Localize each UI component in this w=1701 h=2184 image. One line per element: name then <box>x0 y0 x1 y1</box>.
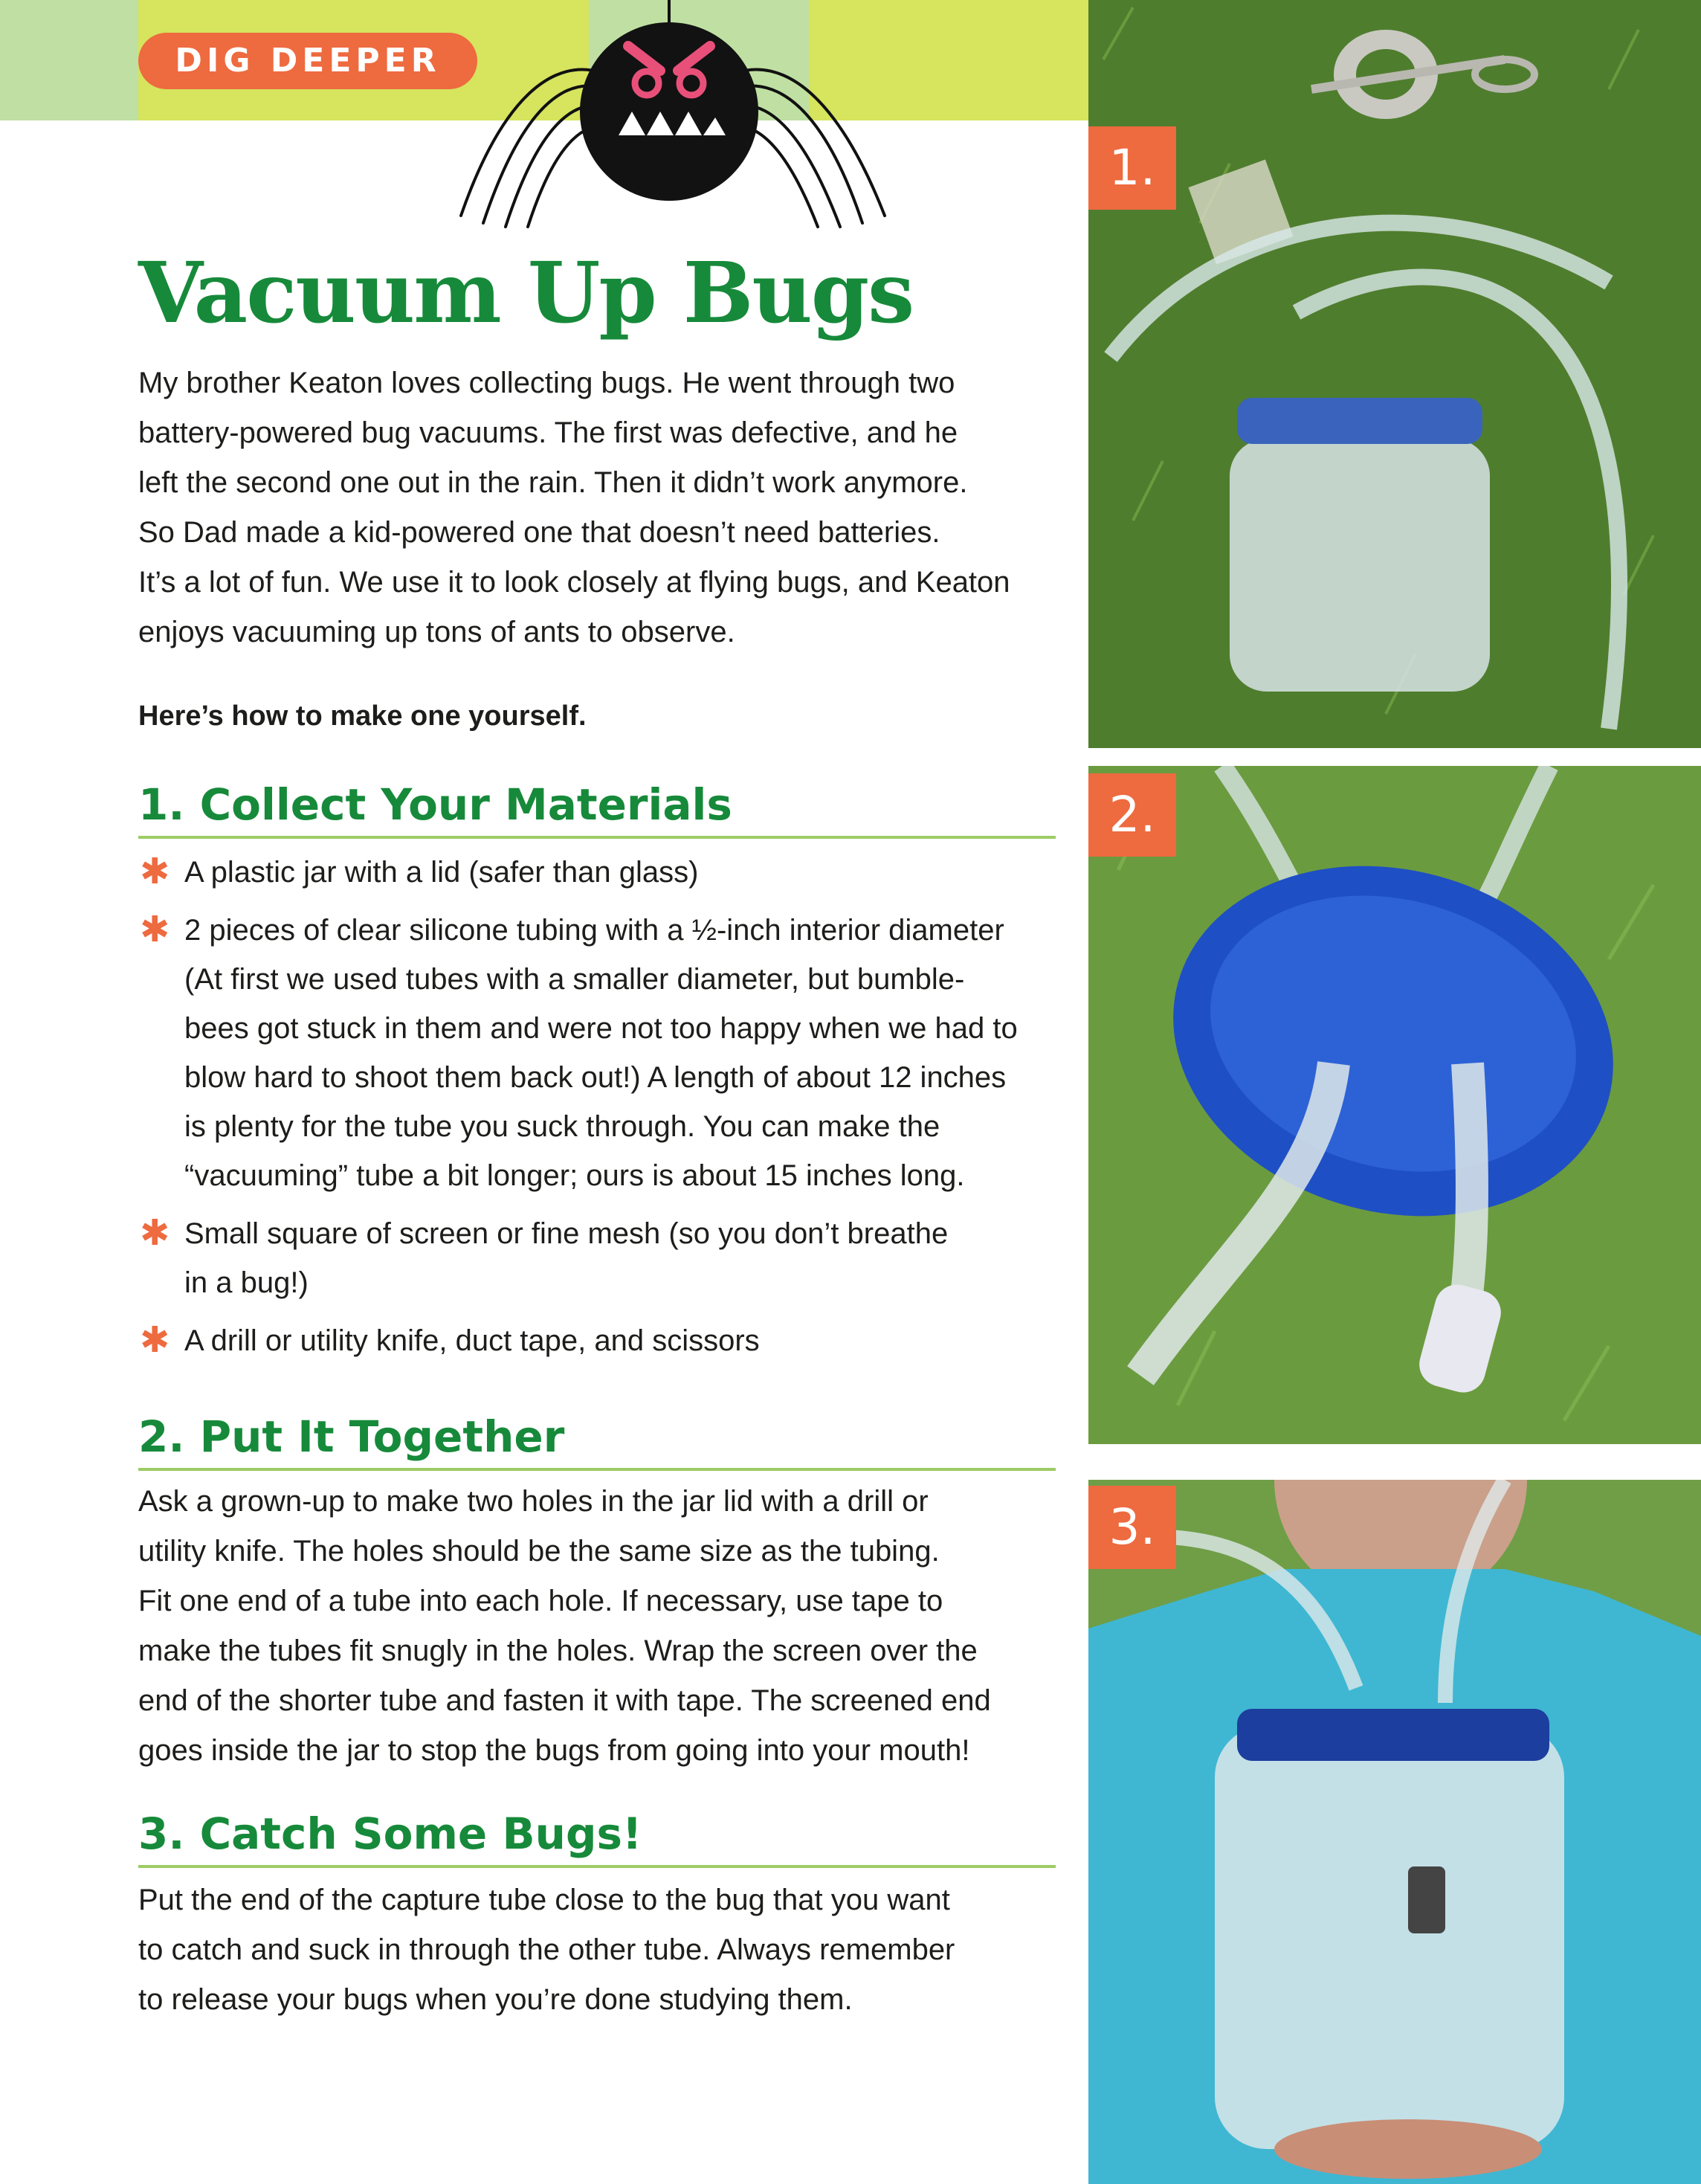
list-item <box>138 848 1068 897</box>
paragraph-line: Fit one end of a tube into each hole. If necessary, use tape to <box>138 1585 943 1617</box>
asterisk-icon: ✱ <box>140 1214 170 1253</box>
header-stripe <box>0 0 138 120</box>
list-item-text: 2 pieces of clear silicone tubing with a ½-inch interior diameter <box>184 914 1004 947</box>
paragraph-line: utility knife. The holes should be the same size as the tubing. <box>138 1535 940 1568</box>
paragraph-line: Put the end of the capture tube close to the bug that you want <box>138 1884 950 1916</box>
section-heading-catch: 3. Catch Some Bugs! <box>138 1807 1056 1868</box>
list-item-text: “vacuuming” tube a bit longer; ours is about 15 inches long. <box>184 1159 965 1192</box>
list-item <box>138 1316 1068 1365</box>
photo-materials <box>1088 0 1701 748</box>
list-item-text: in a bug!) <box>184 1266 309 1299</box>
list-item-text: blow hard to shoot them back out!) A length of about 12 inches <box>184 1061 1007 1094</box>
asterisk-icon: ✱ <box>140 1321 170 1360</box>
section-heading-materials: 1. Collect Your Materials <box>138 778 1056 839</box>
paragraph-line: to catch and suck in through the other tube. Always remember <box>138 1933 955 1966</box>
paragraph-line: to release your bugs when you’re done studying them. <box>138 1983 853 2016</box>
paragraph-line: make the tubes fit snugly in the holes. Wrap the screen over the <box>138 1634 978 1667</box>
list-item-text: A drill or utility knife, duct tape, and scissors <box>184 1324 760 1357</box>
list-item-text: A plastic jar with a lid (safer than glass) <box>184 856 699 889</box>
list-item-text: Small square of screen or fine mesh (so you don’t breathe <box>184 1217 949 1250</box>
list-item <box>138 906 1068 1200</box>
photo-lid-tubes <box>1088 766 1701 1444</box>
section-heading-assembly: 2. Put It Together <box>138 1410 1056 1471</box>
catch-paragraph <box>138 1875 1068 2025</box>
list-item-text: (At first we used tubes with a smaller diameter, but bumble- <box>184 963 965 996</box>
step-number-badge: 3. <box>1088 1486 1176 1569</box>
step-number-badge: 1. <box>1088 126 1176 210</box>
intro-line: enjoys vacuuming up tons of ants to observe. <box>138 616 735 648</box>
paragraph-line: end of the shorter tube and fasten it with tape. The screened end <box>138 1684 991 1717</box>
step-number-badge: 2. <box>1088 773 1176 857</box>
page-title: Vacuum Up Bugs <box>138 245 914 342</box>
list-item <box>138 1209 1068 1307</box>
spider-illustration <box>424 0 944 238</box>
asterisk-icon: ✱ <box>140 910 170 950</box>
asterisk-icon: ✱ <box>140 852 170 892</box>
photo-child-with-jar <box>1088 1480 1701 2184</box>
list-item-text: is plenty for the tube you suck through. You can make the <box>184 1110 940 1143</box>
intro-line: battery-powered bug vacuums. The first was defective, and he <box>138 416 958 449</box>
howto-lead: Here’s how to make one yourself. <box>138 700 587 732</box>
list-item-text: bees got stuck in them and were not too happy when we had to <box>184 1012 1018 1045</box>
intro-line: So Dad made a kid-powered one that doesn’t need batteries. <box>138 516 940 549</box>
intro-line: My brother Keaton loves collecting bugs. He went through two <box>138 367 955 399</box>
paragraph-line: Ask a grown-up to make two holes in the jar lid with a drill or <box>138 1485 929 1518</box>
intro-line: left the second one out in the rain. Then it didn’t work anymore. <box>138 466 968 499</box>
intro-line: It’s a lot of fun. We use it to look closely at flying bugs, and Keaton <box>138 566 1010 599</box>
paragraph-line: goes inside the jar to stop the bugs from going into your mouth! <box>138 1734 970 1767</box>
intro-paragraph <box>138 358 1060 657</box>
assembly-paragraph <box>138 1477 1068 1776</box>
materials-list <box>138 848 1068 1374</box>
dig-deeper-tag: DIG DEEPER <box>138 33 477 89</box>
